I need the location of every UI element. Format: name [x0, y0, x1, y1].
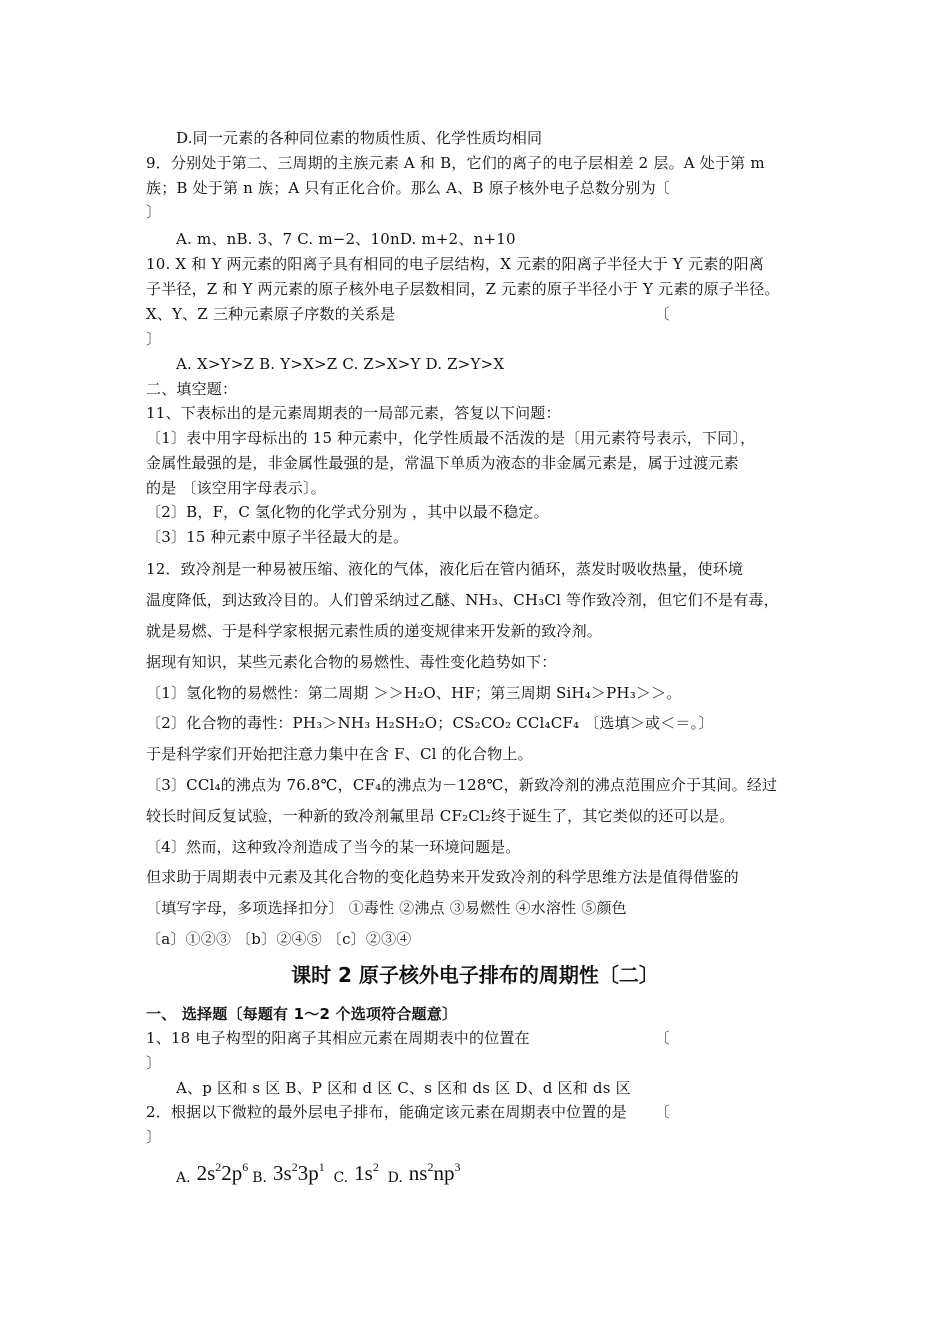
q10-line-4: 〕	[146, 330, 162, 348]
q9-line-2	[146, 178, 810, 198]
q11-part-1-line-2: 金属性最强的是，非金属性最强的是，常温下单质为液态的非金属元素是，属于过渡元素	[146, 454, 739, 472]
q11-part-2: 〔2〕B，F，C 氢化物的化学式分别为 ，其中以最不稳定。	[146, 503, 549, 521]
q12-line-4: 据现有知识，某些元素化合物的易燃性、毒性变化趋势如下：	[146, 653, 557, 671]
p1-line-1-text: 1、18 电子构型的阳离子其相应元素在周期表中的位置在	[146, 1029, 530, 1047]
p2-option-b-formula: $3s^23p^1$	[273, 1160, 325, 1185]
p2-option-c-label: C.	[333, 1170, 349, 1186]
q12-line-1: 12．致冷剂是一种易被压缩、液化的气体，液化后在管内循环，蒸发时吸收热量，使环境	[146, 560, 744, 578]
q12-part-2: 〔2〕化合物的毒性：PH₃＞NH₃ H₂SH₂O；CS₂CO₂ CCl₄CF₄ 〔选填＞或＜＝。〕	[146, 714, 714, 732]
q12-line-2: 温度降低，到达致冷目的。人们曾采纳过乙醚、NH₃、CH₃Cl 等作致冷剂，但它们不是有毒，	[146, 591, 779, 609]
p2-option-d-label: D.	[387, 1170, 403, 1186]
q11-part-1-line-1: 〔1〕表中用字母标出的 15 种元素中，化学性质最不活泼的是〔用元素符号表示，下同〕，	[146, 429, 756, 447]
p2-option-a-label: A.	[176, 1170, 191, 1186]
q10-line-2: 子半径，Z 和 Y 两元素的原子核外电子层数相同，Z 元素的原子半径小于 Y 元素的原子半径。	[146, 280, 780, 298]
p2-option-c-formula: $1s^2$	[354, 1160, 379, 1185]
q12-choices: 〔a〕①②③ 〔b〕②④⑤ 〔c〕②③④	[146, 930, 412, 948]
q9-options: A. m、nB. 3、7 C. m−2、10nD. m+2、n+10	[176, 230, 516, 248]
p1-options: A、p 区和 s 区 B、P 区和 d 区 C、s 区和 ds 区 D、d 区和 ds 区	[176, 1079, 631, 1097]
q10-answer-paren: 〔	[654, 305, 670, 323]
p2-line-1-text: 2．根据以下微粒的最外层电子排布，能确定该元素在周期表中位置的是	[146, 1103, 627, 1121]
q12-line-5: 于是科学家们开始把注意力集中在含 F、Cl 的化合物上。	[146, 745, 533, 763]
q9-line-1: 9．分别处于第二、三周期的主族元素 A 和 B，它们的离子的电子层相差 2 层。A 处于第 m	[146, 154, 765, 172]
q10-line-1: 10. X 和 Y 两元素的阳离子具有相同的电子层结构，X 元素的阳离子半径大于 Y 元素的阳离	[146, 255, 764, 273]
p1-line-1	[146, 1028, 810, 1048]
q10-line-3-text: X、Y、Z 三种元素原子序数的关系是	[146, 305, 396, 323]
p2-option-d-formula: $ns^2np^3$	[408, 1160, 461, 1185]
q12-part-3-line-2: 较长时间反复试验，一种新的致冷剂氟里昂 CF₂Cl₂终于诞生了，其它类似的还可以是。	[146, 807, 735, 825]
q12-line-6: 但求助于周期表中元素及其化合物的变化趋势来开发致冷剂的科学思维方法是值得借鉴的	[146, 868, 739, 886]
q11-stem: 11、下表标出的是元素周期表的一局部元素，答复以下问题：	[146, 404, 561, 422]
q12-line-7: 〔填写字母，多项选择扣分〕 ①毒性 ②沸点 ③易燃性 ④水溶性 ⑤颜色	[146, 899, 627, 917]
q12-part-4: 〔4〕然而，这种致冷剂造成了当今的某一环境问题是。	[146, 838, 521, 856]
p2-line-2: 〕	[146, 1128, 162, 1146]
p2-line-1	[146, 1102, 810, 1122]
q12-line-3: 就是易燃、于是科学家根据元素性质的递变规律来开发新的致冷剂。	[146, 622, 603, 640]
q9-answer-paren: 〔	[654, 179, 670, 197]
q9-line-3: 〕	[146, 203, 162, 221]
p2-options	[176, 1160, 464, 1196]
q11-part-1-line-3: 的是 〔该空用字母表示〕。	[146, 479, 326, 497]
q11-part-3: 〔3〕15 种元素中原子半径最大的是。	[146, 528, 409, 546]
p1-line-2: 〕	[146, 1054, 162, 1072]
p2-option-a-formula: $2s^22p^6$	[196, 1160, 249, 1185]
q12-part-1: 〔1〕氢化物的易燃性：第二周期 ＞＞H₂O、HF；第三周期 SiH₄＞PH₃＞＞。	[146, 684, 682, 702]
p1-answer-paren: 〔	[654, 1029, 670, 1047]
section-2-heading: 二、填空题：	[146, 380, 238, 398]
q10-line-3	[146, 304, 810, 324]
q12-part-3-line-1: 〔3〕CCl₄的沸点为 76.8℃，CF₄的沸点为－128℃，新致冷剂的沸点范围应介于其间。经过	[146, 776, 778, 794]
p2-option-b-label: B.	[252, 1170, 267, 1186]
section-1-heading: 一、 选择题〔每题有 1～2 个选项符合题意〕	[146, 1005, 458, 1023]
p2-answer-paren: 〔	[654, 1103, 670, 1121]
q10-options: A. X>Y>Z B. Y>X>Z C. Z>X>Y D. Z>Y>X	[176, 355, 505, 373]
q9-line-2-text: 族；B 处于第 n 族；A 只有正化合价。那么 A、B 原子核外电子总数分别为	[146, 179, 656, 197]
lesson-title: 课时 2 原子核外电子排布的周期性〔二〕	[291, 963, 659, 987]
q8-option-d: D.同一元素的各种同位素的物质性质、化学性质均相同	[176, 129, 543, 147]
